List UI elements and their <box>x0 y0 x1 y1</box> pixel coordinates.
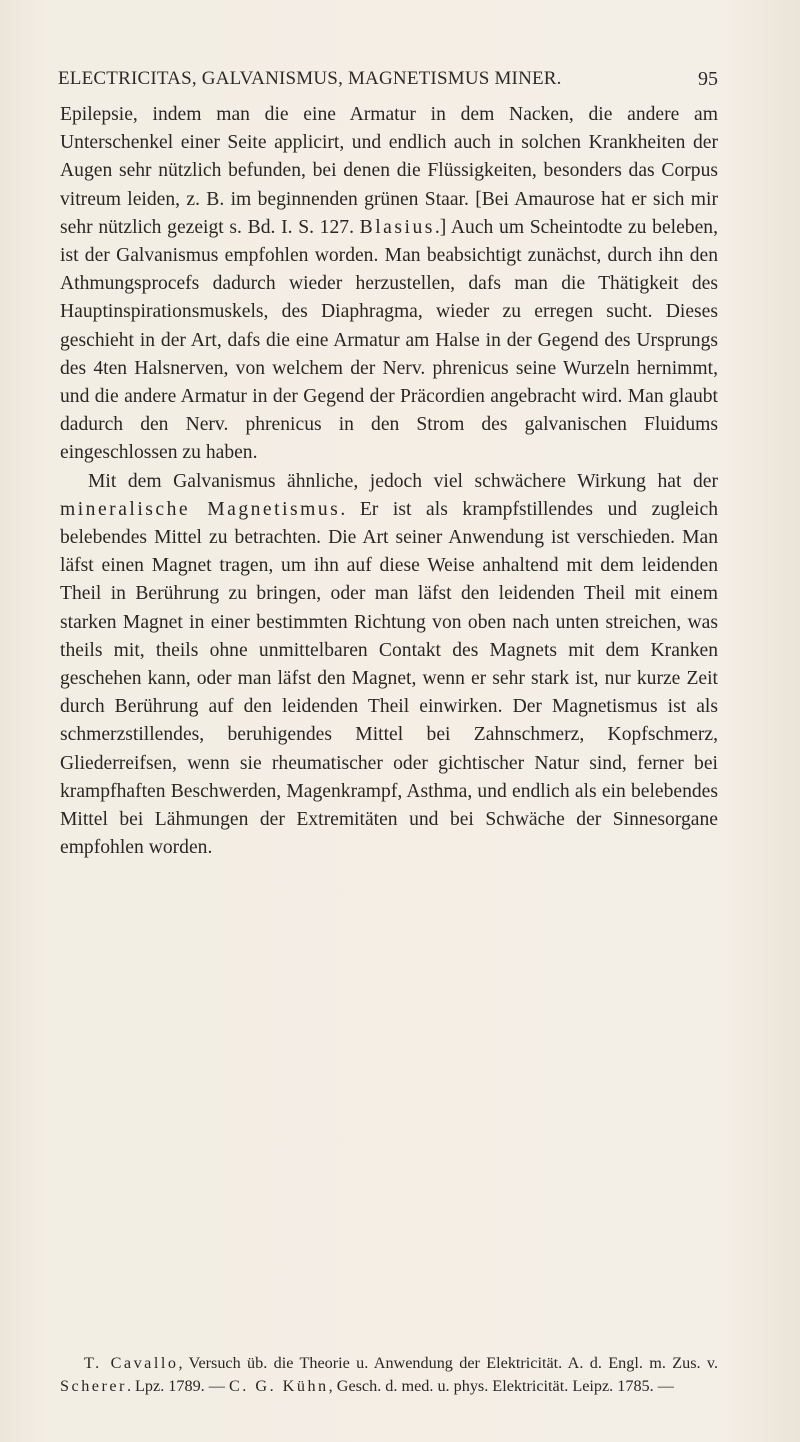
page-header <box>58 68 718 104</box>
footnote-segment: , Gesch. d. med. u. phys. Elektricität. Leipz. 1785. — <box>328 1376 674 1395</box>
footnote-segment: , Versuch üb. die Theorie u. Anwendung der Elektricität. A. d. Engl. m. Zus. v. <box>178 1354 718 1372</box>
author-name-scherer: Scherer <box>60 1376 127 1395</box>
footnote-segment: . Lpz. 1789. — <box>126 1376 229 1395</box>
paragraph-galvanism <box>60 101 718 468</box>
author-name-kuehn: C. G. Kühn <box>229 1376 329 1395</box>
running-head: ELECTRICITAS, GALVANISMUS, MAGNETISMUS MINER. <box>58 68 562 89</box>
paragraph-segment: Epilepsie, indem man die eine Armatur in dem Nacken, die andere am Unterschenkel einer Seite applicirt, und endlich auch in solchen Krankheiten der Augen sehr nützlich befunden, bei denen die Flüssigkeiten, besonders das Corpus vitreum leiden, z. B. im beginnenden grünen Staar. [Bei Amaurose hat er sich mir sehr nützlich gezeigt s. Bd. I. S. 127. <box>60 104 718 238</box>
page-number: 95 <box>698 68 718 90</box>
term-mineral-magnetism: mineralische Magnetismus <box>60 498 341 520</box>
paragraph-segment: Mit dem Galvanismus ähnliche, jedoch viel schwächere Wirkung hat der <box>88 470 718 492</box>
author-name-blasius: Blasius <box>359 216 435 238</box>
body-text <box>60 101 718 862</box>
author-name-cavallo: T. Cavallo <box>84 1354 179 1372</box>
footnote-references <box>60 1352 718 1397</box>
paragraph-segment: . Er ist als krampfstillendes und zugleich belebendes Mittel zu betrachten. Die Art seiner Anwendung ist verschieden. Man läfst einen Magnet tragen, um ihn auf diese Weise anhaltend mit dem leidenden Theil in Berührung zu bringen, oder man läfst den leidenden Theil mit einem starken Magnet in einer bestimmten Richtung von oben nach unten streichen, was theils mit, theils ohne unmittelbaren Contakt des Magnets mit dem Kranken geschehen kann, oder man läfst den Magnet, wenn er sehr stark ist, nur kurze Zeit durch Berührung auf den leidenden Theil einwirken. Der Magnetismus ist als schmerzstillendes, beruhigendes Mittel bei Zahnschmerz, Kopfschmerz, Gliederreifsen, wenn sie rheumatischer oder gichtischer Natur sind, ferner bei krampfhaften Beschwerden, Magenkrampf, Asthma, und endlich als ein belebendes Mittel bei Lähmungen der Extremitäten und bei Schwäche der Sinnesorgane empfohlen worden. <box>60 498 718 859</box>
paragraph-segment: .] Auch um Scheintodte zu beleben, ist der Galvanismus empfohlen worden. Man beabsichtigt zunächst, durch ihn den Athmungsprocefs dadurch wieder herzustellen, dafs man die Thätigkeit des Hauptinspirationsmuskels, des Diaphragma, wieder zu erregen sucht. Dieses geschieht in der Art, dafs die eine Armatur am Halse in der Gegend des Ursprungs des 4ten Halsnerven, von welchem der Nerv. phrenicus seine Wurzeln hernimmt, und die andere Armatur in der Gegend der Präcordien angebracht wird. Man glaubt dadurch den Nerv. phrenicus in den Strom des galvanischen Fluidums eingeschlossen zu haben. <box>60 216 718 464</box>
paragraph-magnetism <box>60 468 718 863</box>
